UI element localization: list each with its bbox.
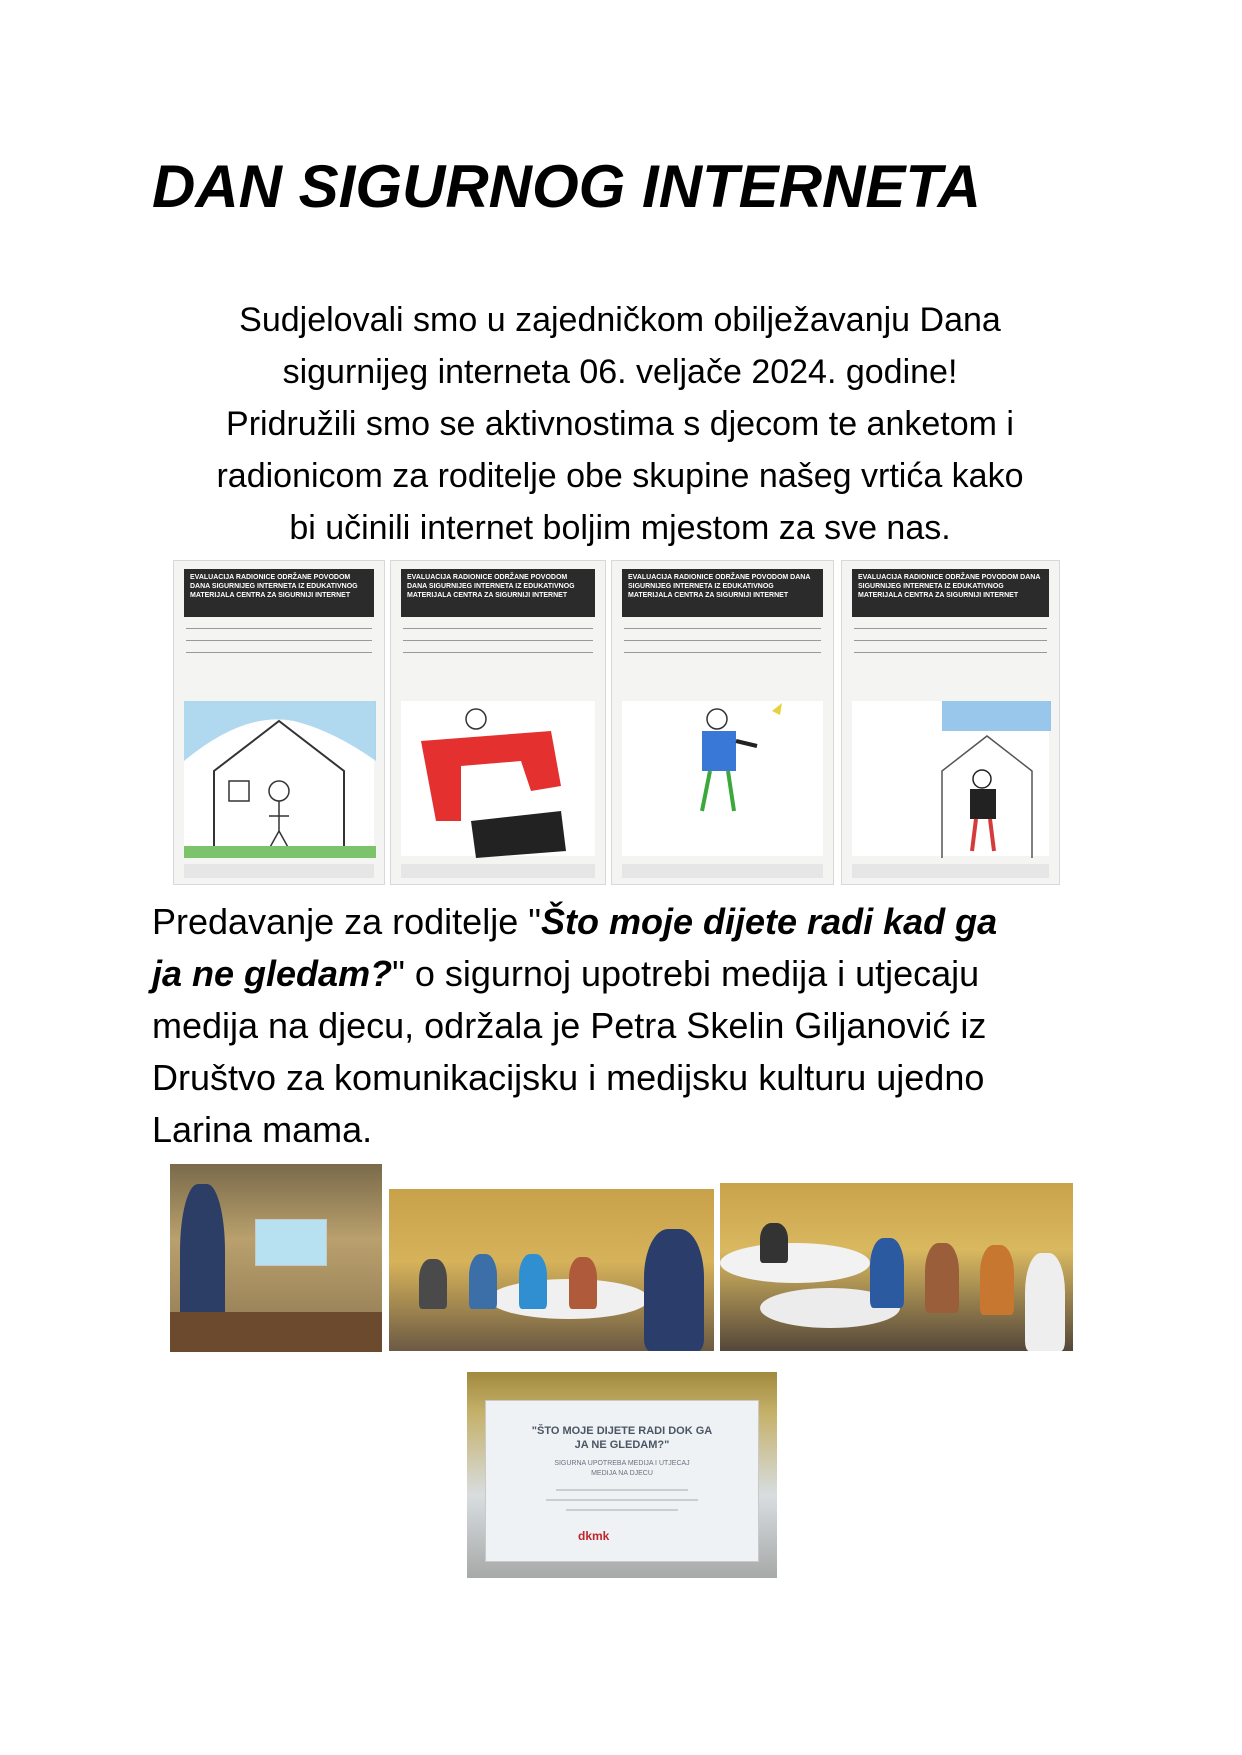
worksheet-header: EVALUACIJA RADIONICE ODRŽANE POVODOM DANA SIGURNIJEG INTERNETA IZ EDUKATIVNOG MATERIJALA CENTRA ZA SIGURNIJI INTERNET	[190, 574, 358, 599]
lecture-line: medija na djecu, održala je Petra Skelin Giljanović iz	[152, 1005, 987, 1046]
page-title: DAN SIGURNOG INTERNETA	[152, 153, 981, 220]
worksheet-drawing-2	[390, 560, 606, 885]
worksheet-header: EVALUACIJA RADIONICE ODRŽANE POVODOM DANA SIGURNIJEG INTERNETA IZ EDUKATIVNOG MATERIJALA CENTRA ZA SIGURNIJI INTERNET	[628, 574, 811, 599]
child-drawing-phone	[401, 701, 595, 856]
child-drawing-figure	[622, 701, 823, 856]
lecture-paragraph	[152, 896, 1112, 1156]
worksheet-drawing-3	[611, 560, 834, 885]
child-drawing-house	[184, 701, 374, 856]
slide-title-2: JA NE GLEDAM?"	[574, 1439, 670, 1451]
lecture-line: Larina mama.	[152, 1109, 373, 1150]
child-drawing-figure-house	[852, 701, 1049, 856]
slide-title-1: "ŠTO MOJE DIJETE RADI DOK GA	[531, 1425, 713, 1437]
intro-line: Pridružili smo se aktivnostima s djecom te anketom i	[226, 405, 1014, 443]
worksheet-drawing-1	[173, 560, 385, 885]
intro-line: radionicom za roditelje obe skupine našeg vrtića kako	[216, 457, 1024, 495]
slide-screen	[485, 1400, 759, 1562]
intro-line: bi učinili internet boljim mjestom za sve nas.	[289, 509, 951, 547]
photo-presenter	[170, 1164, 382, 1352]
lecture-line: Društvo za komunikacijsku i medijsku kulturu ujedno	[152, 1057, 985, 1098]
worksheet-header: EVALUACIJA RADIONICE ODRŽANE POVODOM DANA SIGURNIJEG INTERNETA IZ EDUKATIVNOG MATERIJALA CENTRA ZA SIGURNIJI INTERNET	[858, 574, 1041, 599]
lecture-title-line1: Što moje dijete radi kad ga	[541, 901, 998, 942]
lecture-title-line2: ja ne gledam?	[152, 953, 393, 994]
photo-parents-1	[389, 1189, 714, 1351]
slide-subtitle-2: MEDIJA NA DJECU	[591, 1470, 653, 1477]
worksheet-drawing-4	[841, 560, 1060, 885]
photo-presentation-slide	[467, 1372, 777, 1578]
intro-paragraph	[140, 294, 1100, 554]
worksheet-header: EVALUACIJA RADIONICE ODRŽANE POVODOM DANA SIGURNIJEG INTERNETA IZ EDUKATIVNOG MATERIJALA CENTRA ZA SIGURNIJI INTERNET	[407, 574, 575, 599]
intro-line: Sudjelovali smo u zajedničkom obilježavanju Dana	[239, 301, 1001, 339]
worksheet-gallery	[0, 560, 1242, 885]
intro-line: sigurnijeg interneta 06. veljače 2024. godine!	[282, 353, 958, 391]
lecture-suffix: " o sigurnoj upotrebi medija i utjecaju	[392, 953, 980, 994]
projector-screen	[255, 1219, 327, 1266]
dkmk-logo: dkmk	[578, 1529, 610, 1543]
slide-subtitle-1: SIGURNA UPOTREBA MEDIJA I UTJECAJ	[554, 1460, 690, 1467]
lecture-prefix: Predavanje za roditelje "	[152, 901, 542, 942]
photo-parents-2	[720, 1183, 1073, 1351]
